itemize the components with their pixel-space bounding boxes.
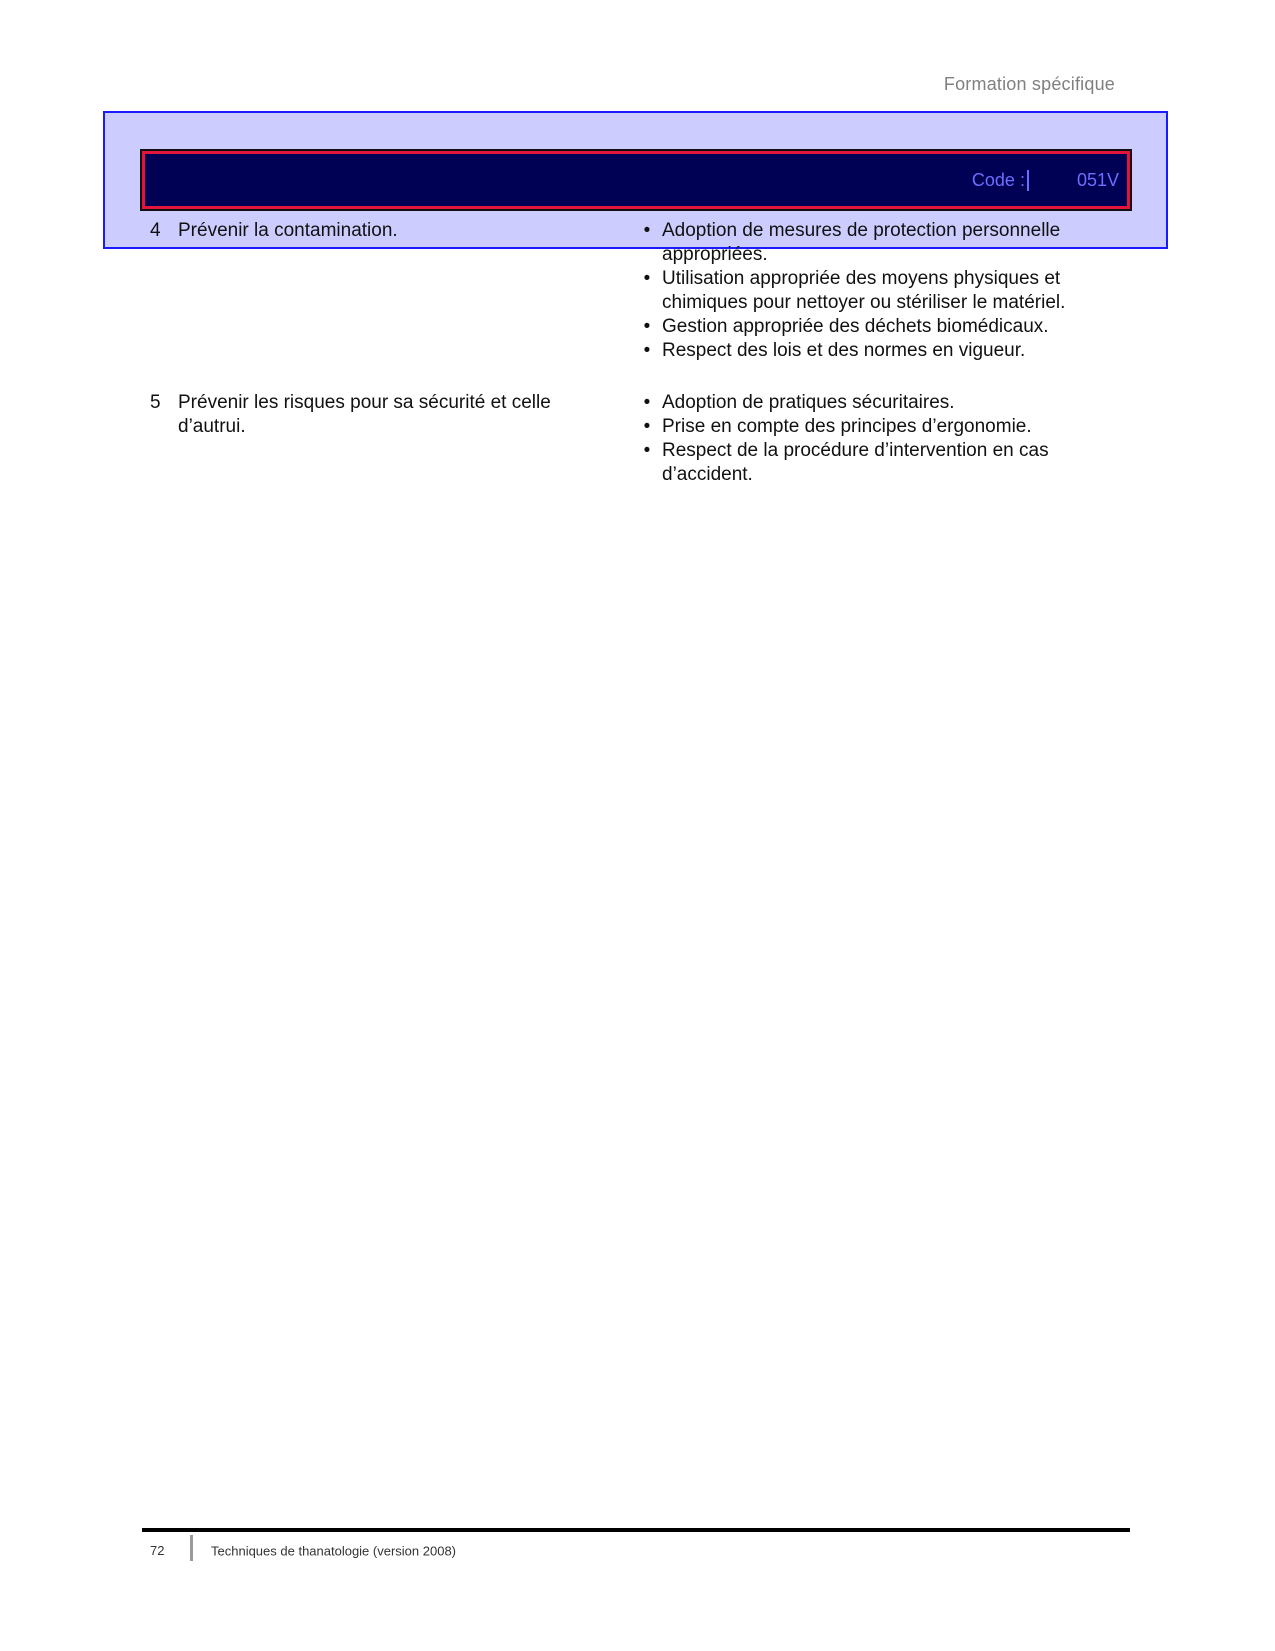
bullet-icon: • [643, 340, 651, 361]
criteria-list [640, 219, 1110, 363]
competency-text: Prévenir la contamination. [178, 220, 398, 241]
bullet-icon: • [643, 316, 651, 337]
competency-number: 5 [150, 392, 161, 413]
criterion-item: • Respect des lois et des normes en vigueur. [640, 339, 1110, 363]
footer-title: Techniques de thanatologie (version 2008) [211, 1543, 457, 1559]
criterion-item: • Adoption de mesures de protection personnelle appropriées. [640, 219, 1110, 267]
bullet-icon: • [643, 220, 651, 241]
bullet-icon: • [643, 440, 651, 461]
criterion-item: • Gestion appropriée des déchets biomédicaux. [640, 315, 1110, 339]
running-head: Formation spécifique [943, 74, 1115, 94]
page-footer [150, 1543, 456, 1561]
competency-text: Prévenir les risques pour sa sécurité et celle d’autrui. [178, 392, 551, 437]
criterion-item: • Respect de la procédure d’intervention en cas d’accident. [640, 439, 1110, 487]
competency-header-bar [142, 151, 1130, 209]
code-value: 051V [1076, 170, 1119, 190]
bullet-icon: • [643, 268, 651, 289]
page-number: 72 [150, 1543, 165, 1559]
bullet-icon: • [643, 392, 651, 413]
competency-number: 4 [150, 220, 161, 241]
criterion-item: • Prise en compte des principes d’ergonomie. [640, 415, 1110, 439]
code-block [972, 170, 1119, 191]
bullet-icon: • [643, 416, 651, 437]
criterion-item: • Utilisation appropriée des moyens physiques et chimiques pour nettoyer ou stériliser le matériel. [640, 267, 1110, 315]
code-label: Code : [972, 170, 1029, 191]
criteria-list [640, 391, 1110, 487]
footer-rule [142, 1528, 1130, 1532]
criterion-item: • Adoption de pratiques sécuritaires. [640, 391, 1110, 415]
footer-separator [190, 1535, 193, 1561]
